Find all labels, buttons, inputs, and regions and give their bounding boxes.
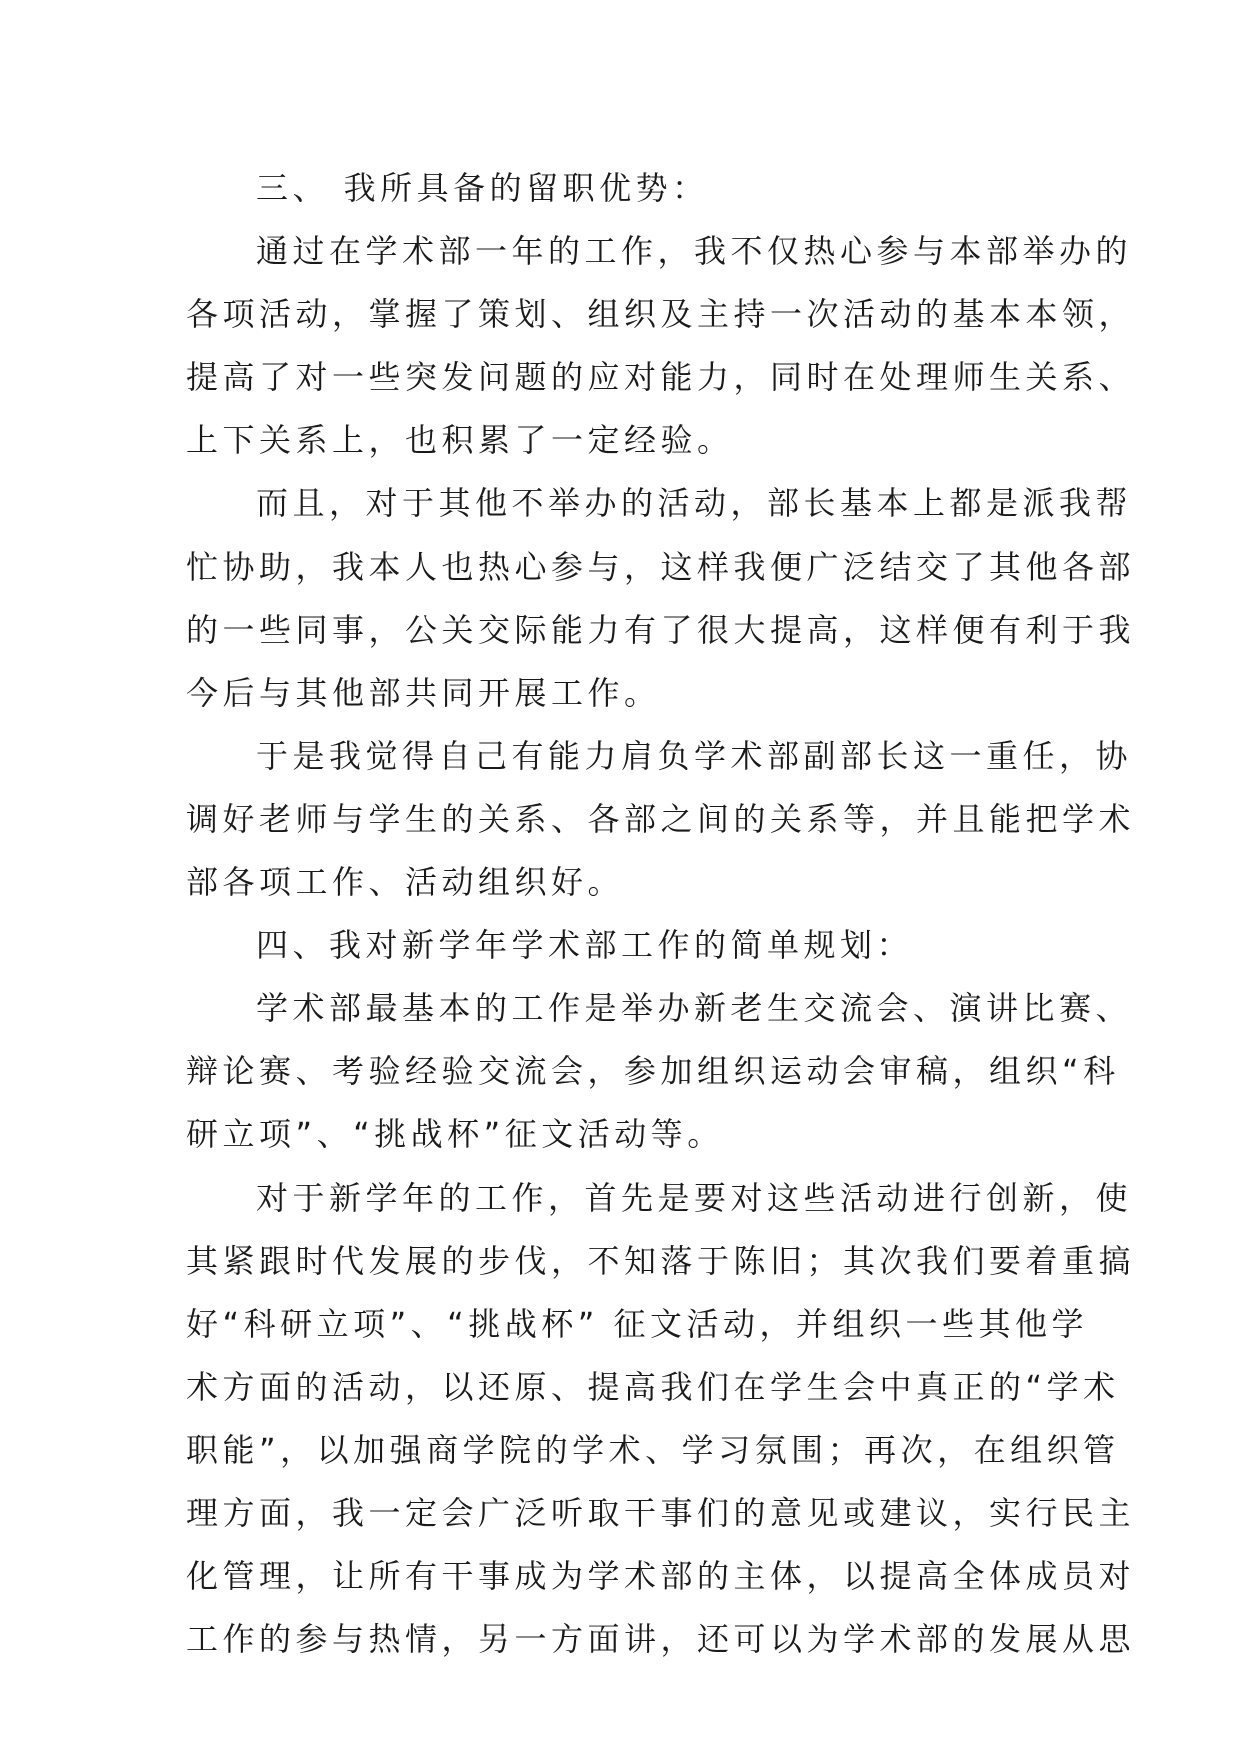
document-body [186,157,1136,1671]
text-line: 化管理，让所有干事成为学术部的主体，以提高全体成员对 [186,1557,1136,1596]
text-line: 而且，对于其他不举办的活动，部长基本上都是派我帮 [256,484,1133,523]
text-line: 工作的参与热情，另一方面讲，还可以为学术部的发展从思 [186,1620,1136,1659]
text-line: 忙协助，我本人也热心参与，这样我便广泛结交了其他各部 [186,547,1136,586]
text-line: 对于新学年的工作，首先是要对这些活动进行创新，使 [256,1178,1133,1217]
text-line: 上下关系上，也积累了一定经验。 [186,421,734,460]
text-line: 调好老师与学生的关系、各部之间的关系等，并且能把学术 [186,799,1136,838]
text-line: 好“科研立项”、“挑战杯” 征文活动，并组织一些其他学 [186,1304,1088,1343]
text-line: 辩论赛、考验经验交流会，参加组织运动会审稿，组织“科 [186,1052,1120,1091]
text-line: 于是我觉得自己有能力肩负学术部副部长这一重任，协 [256,736,1133,775]
text-line: 今后与其他部共同开展工作。 [186,673,661,712]
text-line: 其紧跟时代发展的步伐，不知落于陈旧；其次我们要着重搞 [186,1241,1136,1280]
text-line: 研立项”、“挑战杯”征文活动等。 [186,1115,724,1154]
text-line: 通过在学术部一年的工作，我不仅热心参与本部举办的 [256,232,1133,271]
text-line: 三、 我所具备的留职优势： [256,169,709,207]
text-line: 提高了对一些突发问题的应对能力，同时在处理师生关系、 [186,358,1136,397]
text-line: 职能”，以加强商学院的学术、学习氛围；再次，在组织管 [186,1430,1120,1469]
text-line: 四、我对新学年学术部工作的简单规划： [256,926,914,965]
text-line: 术方面的活动，以还原、提高我们在学生会中真正的“学术 [186,1367,1120,1406]
text-line: 各项活动，掌握了策划、组织及主持一次活动的基本本领， [186,295,1136,334]
text-line: 学术部最基本的工作是举办新老生交流会、演讲比赛、 [256,989,1133,1028]
text-line: 理方面，我一定会广泛听取干事们的意见或建议，实行民主 [186,1493,1136,1532]
text-line: 的一些同事，公关交际能力有了很大提高，这样便有利于我 [186,610,1136,649]
text-line: 部各项工作、活动组织好。 [186,863,625,902]
